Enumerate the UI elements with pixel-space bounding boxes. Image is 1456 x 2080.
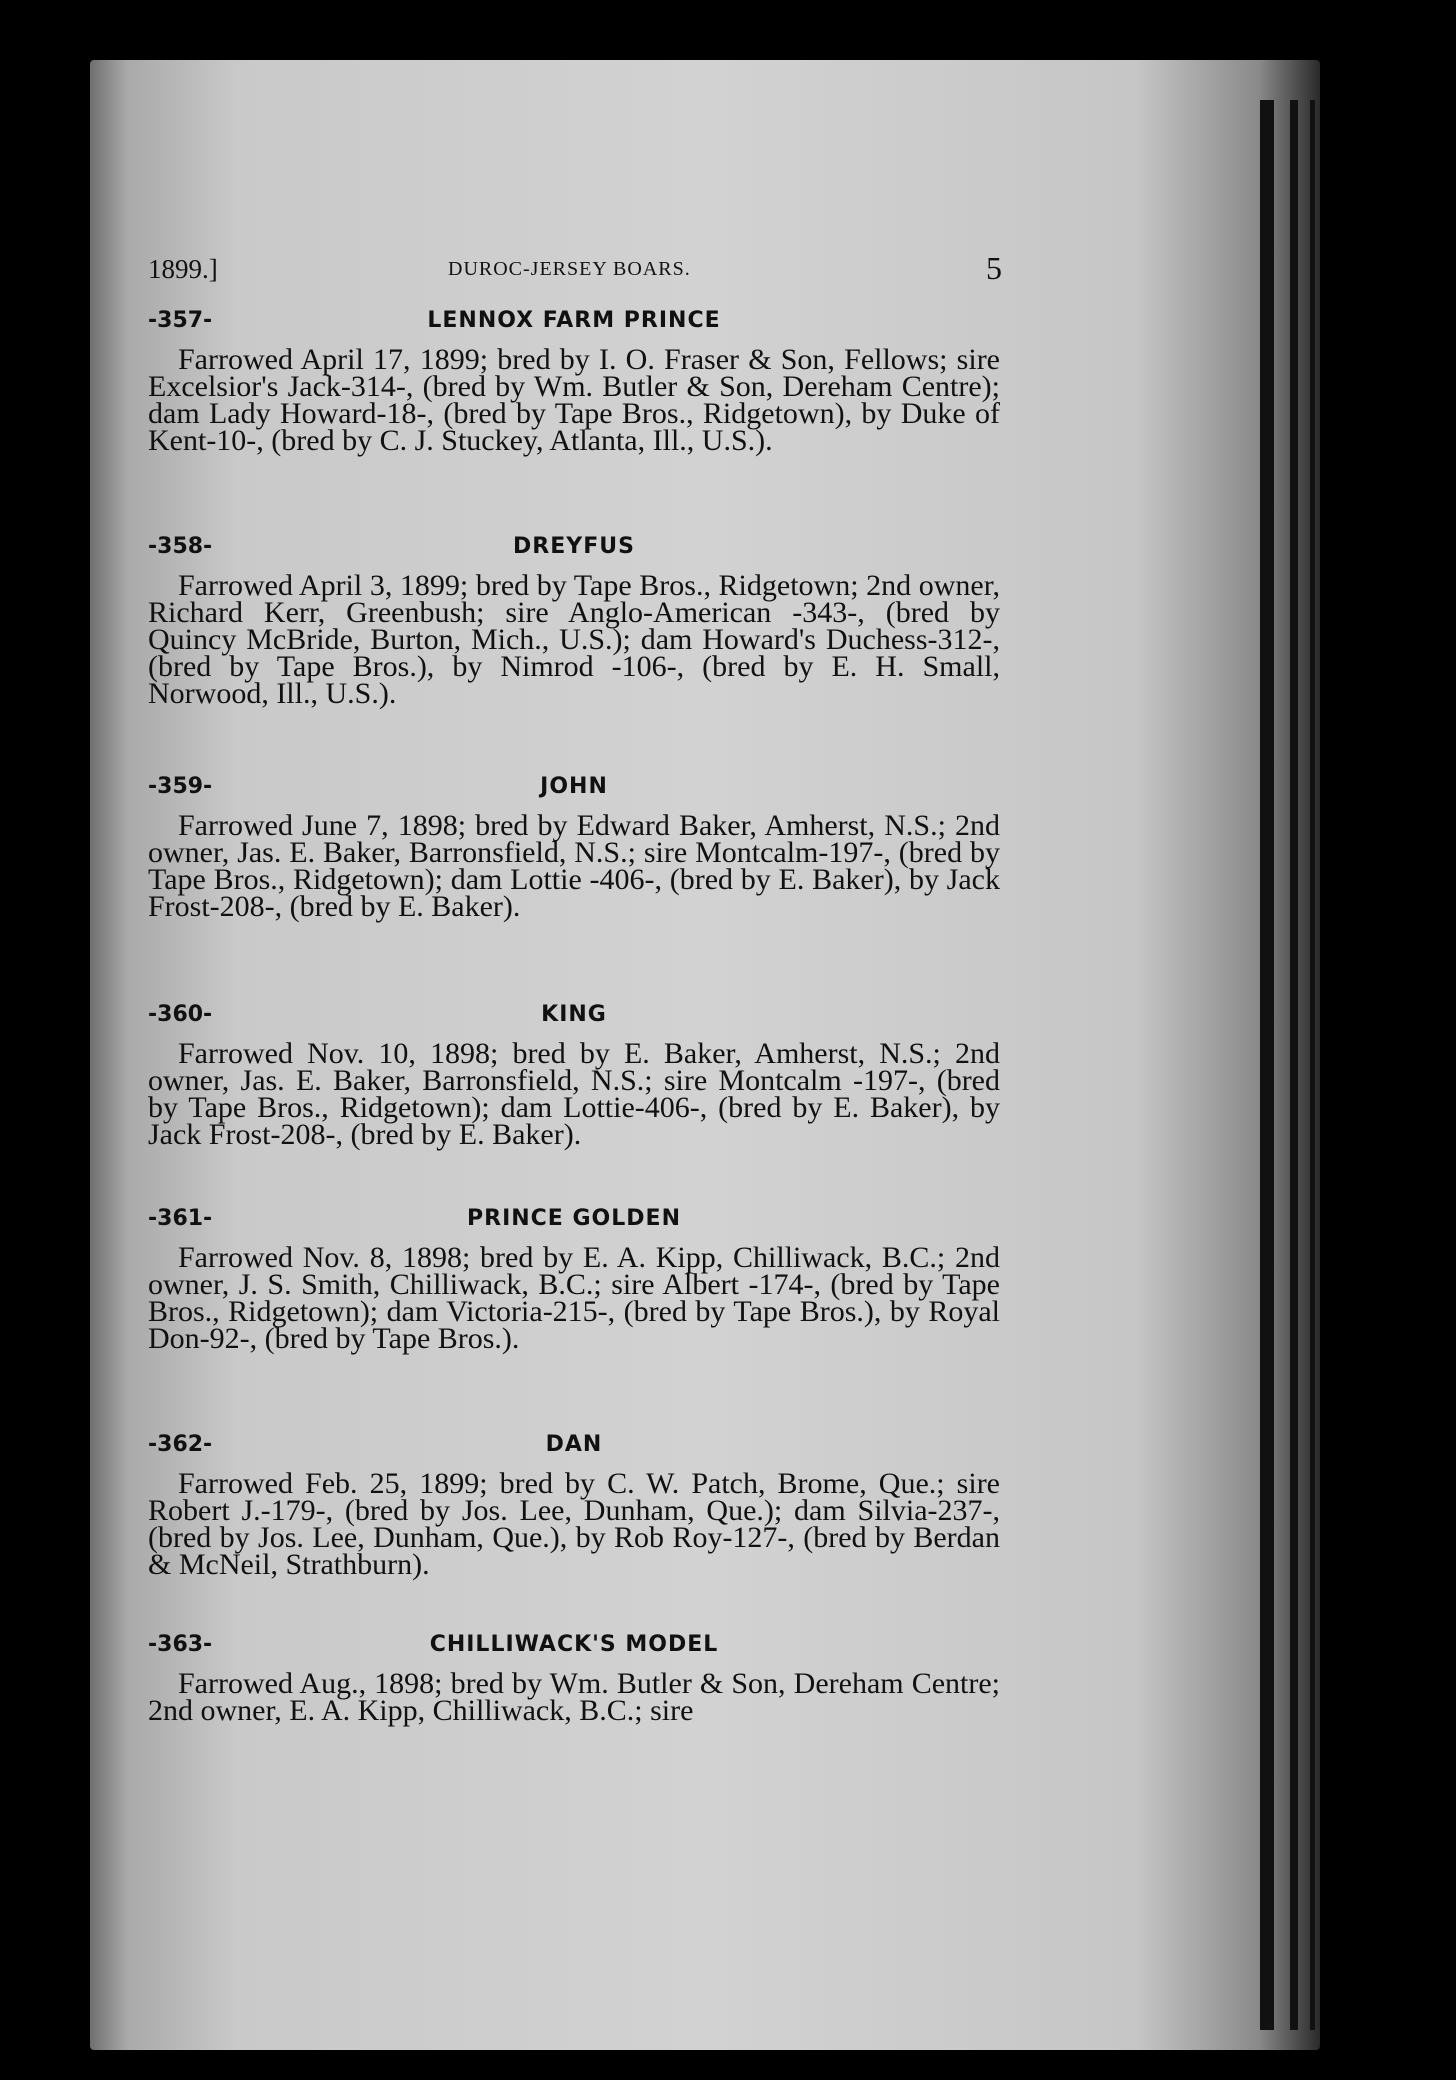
pedigree-entry: [148, 1632, 1000, 1727]
entry-text: Farrowed Nov. 10, 1898; bred by E. Baker, Amherst, N.S.; 2nd owner, Jas. E. Baker, Barronsfield, N.S.; sire Montcalm -197-, (bred by Tape Bros., Ridgetown); dam Lottie-406-, (bred by E. Baker), by Jack Frost-208-, (bred by E. Baker).: [148, 1037, 1000, 1151]
entry-number: -362-: [148, 1432, 213, 1457]
entry-text: Farrowed Nov. 8, 1898; bred by E. A. Kipp, Chilliwack, B.C.; 2nd owner, J. S. Smith, Chilliwack, B.C.; sire Albert -174-, (bred by Tape Bros., Ridgetown); dam Victoria-215-, (bred by Tape Bros.), by Royal Don-92-, (bred by Tape Bros.).: [148, 1241, 1000, 1355]
entry-number: -363-: [148, 1632, 213, 1657]
running-head: [148, 250, 1002, 294]
entry-name: JOHN: [540, 774, 608, 799]
pedigree-entry: [148, 534, 1000, 710]
page-number: 5: [986, 250, 1002, 286]
entry-number: -361-: [148, 1206, 213, 1231]
running-head-title: DUROC-JERSEY BOARS.: [448, 258, 691, 280]
entry-number: -360-: [148, 1002, 213, 1027]
page-edge-shadow: [1310, 100, 1315, 2030]
book-page: [148, 240, 1000, 1800]
running-head-year: 1899.]: [148, 254, 218, 284]
entry-name: CHILLIWACK'S MODEL: [429, 1632, 719, 1657]
page-edge-shadow: [1260, 100, 1274, 2030]
pedigree-entry: [148, 1432, 1000, 1581]
entry-text: Farrowed June 7, 1898; bred by Edward Baker, Amherst, N.S.; 2nd owner, Jas. E. Baker, Barronsfield, N.S.; sire Montcalm-197-, (bred by Tape Bros., Ridgetown); dam Lottie -406-, (bred by E. Baker), by Jack Frost-208-, (bred by E. Baker).: [148, 809, 1000, 923]
entry-number: -359-: [148, 774, 213, 799]
pedigree-entry: [148, 308, 1000, 457]
entry-name: LENNOX FARM PRINCE: [427, 308, 721, 333]
pedigree-entry: [148, 774, 1000, 923]
entry-name: DREYFUS: [513, 534, 635, 559]
page-edge-shadow: [1290, 100, 1298, 2030]
entry-name: DAN: [545, 1432, 603, 1457]
entry-text: Farrowed Aug., 1898; bred by Wm. Butler & Son, Dereham Centre; 2nd owner, E. A. Kipp, Chilliwack, B.C.; sire: [148, 1667, 1000, 1727]
entry-number: -357-: [148, 308, 213, 333]
entry-text: Farrowed Feb. 25, 1899; bred by C. W. Patch, Brome, Que.; sire Robert J.-179-, (bred by Jos. Lee, Dunham, Que.); dam Silvia-237-, (bred by Jos. Lee, Dunham, Que.), by Rob Roy-127-, (bred by Berdan & McNeil, Strathburn).: [148, 1467, 1000, 1581]
entry-name: KING: [541, 1002, 607, 1027]
entry-name: PRINCE GOLDEN: [467, 1206, 681, 1231]
pedigree-entry: [148, 1206, 1000, 1355]
entry-text: Farrowed April 3, 1899; bred by Tape Bros., Ridgetown; 2nd owner, Richard Kerr, Greenbush; sire Anglo-American -343-, (bred by Quincy McBride, Burton, Mich., U.S.); dam Howard's Duchess-312-, (bred by Tape Bros.), by Nimrod -106-, (bred by E. H. Small, Norwood, Ill., U.S.).: [148, 569, 1000, 710]
entry-number: -358-: [148, 534, 213, 559]
entry-text: Farrowed April 17, 1899; bred by I. O. Fraser & Son, Fellows; sire Excelsior's Jack-314-, (bred by Wm. Butler & Son, Dereham Centre); dam Lady Howard-18-, (bred by Tape Bros., Ridgetown), by Duke of Kent-10-, (bred by C. J. Stuckey, Atlanta, Ill., U.S.).: [148, 343, 1000, 457]
pedigree-entry: [148, 1002, 1000, 1151]
